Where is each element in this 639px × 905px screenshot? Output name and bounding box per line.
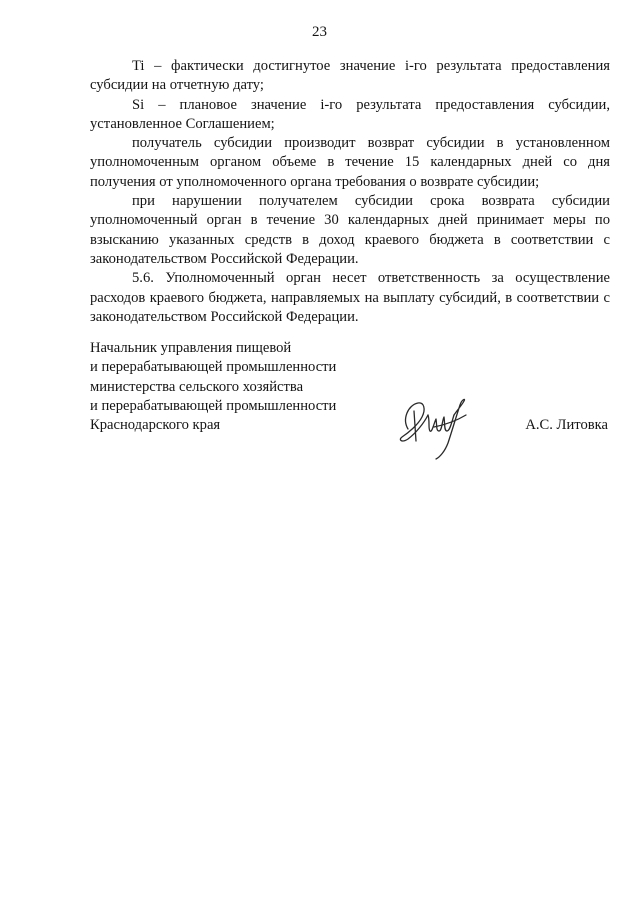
position-line: министерства сельского хозяйства	[90, 378, 304, 395]
position-line: и перерабатывающей промышленности	[90, 397, 337, 414]
paragraph-ti-definition: Ti – фактически достигнутое значение i-го результата предоставления субсидии на отчетную дату;	[90, 58, 610, 94]
position-line: Краснодарского края	[90, 417, 221, 434]
paragraph-return-violation: при нарушении получателем субсидии срока возврата субсидии уполномоченный орган в течение 30 календарных дней принимает меры по взысканию указанных средств в доход краевого бюджета в соответствии с законодательством Российской Федерации.	[90, 193, 610, 267]
position-line: и перерабатывающей промышленности	[90, 359, 337, 376]
signature-block	[90, 339, 610, 469]
paragraph-5-6-responsibility: 5.6. Уполномоченный орган несет ответственность за осуществление расходов краевого бюджета, направляемых на выплату субсидий, в соответствии с законодательством Российской Федерации.	[90, 270, 610, 325]
paragraph-subsidy-return: получатель субсидии производит возврат субсидии в установленном уполномоченным органом объеме в течение 15 календарных дней со дня получения от уполномоченного органа требования о возврате субсидии;	[90, 135, 610, 190]
position-line: Начальник управления пищевой	[90, 340, 292, 356]
document-body	[90, 57, 610, 327]
page-number: 23	[312, 24, 327, 40]
signer-position-title	[90, 339, 336, 435]
signer-name: А.С. Литовка	[525, 417, 608, 433]
paragraph-si-definition: Si – плановое значение i-го результата предоставления субсидии, установленное Соглашением;	[90, 96, 610, 132]
handwritten-signature-icon	[394, 391, 474, 463]
